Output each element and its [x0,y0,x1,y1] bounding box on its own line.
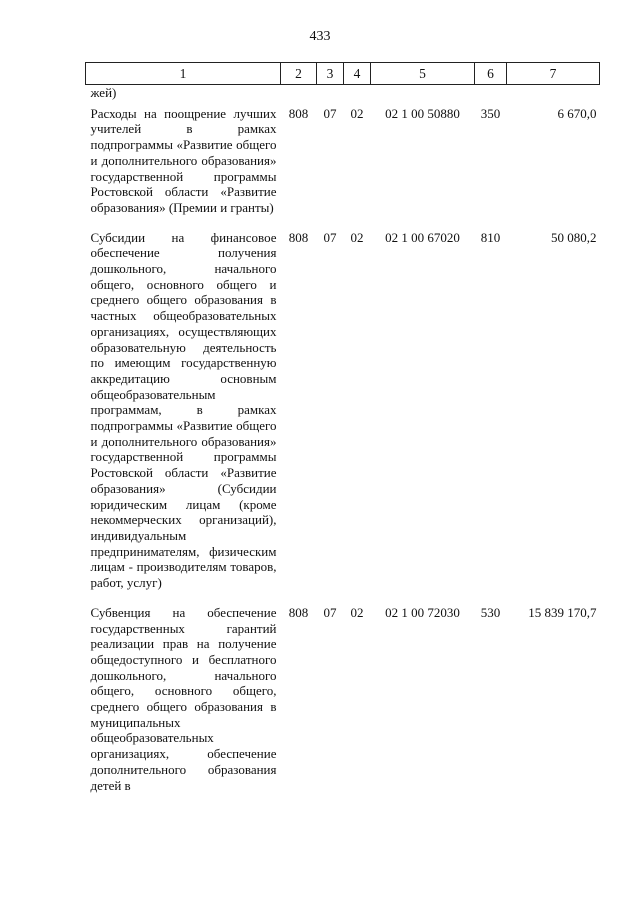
row-section-code: 07 [323,229,337,245]
row-description: Расходы на поощрение лучших учителей в рамках подпрограммы «Развитие общего и дополнительного образования» государственной программы Ростовской области «Развитие образования» (Премии и гранты) [90,105,277,215]
continuation-row [86,85,600,101]
row-section-code: 07 [323,105,337,121]
row-target-article: 02 1 00 67020 [385,229,460,245]
column-header: 7 [507,63,600,85]
row-section-code: 07 [323,604,337,620]
budget-table [85,62,600,793]
row-ministry-code: 808 [288,604,309,620]
table-row [86,230,600,591]
row-expense-type: 810 [480,229,501,245]
row-amount: 6 670,0 [557,105,597,121]
row-ministry-code: 808 [288,229,309,245]
column-header: 2 [281,63,317,85]
row-expense-type: 350 [480,105,501,121]
row-amount: 50 080,2 [551,229,597,245]
column-header: 6 [475,63,507,85]
table-row [86,605,600,793]
column-header: 3 [317,63,344,85]
page-number: 433 [309,29,331,44]
row-description: Субвенция на обеспечение государственных гарантий реализации прав на получение общедоступного и бесплатного дошкольного, начального общего, основного общего, среднего общего образования в муниципальных общеобразовательных организациях, обеспечение дополнительного образования детей в [90,604,277,793]
row-subsection-code: 02 [350,229,364,245]
row-target-article: 02 1 00 50880 [385,105,460,121]
row-target-article: 02 1 00 72030 [385,604,460,620]
row-subsection-code: 02 [350,105,364,121]
row-amount: 15 839 170,7 [528,604,597,620]
continuation-text: жей) [90,85,117,100]
column-header: 5 [371,63,475,85]
column-header: 1 [86,63,281,85]
row-expense-type: 530 [480,604,501,620]
column-header-row [86,63,600,85]
row-subsection-code: 02 [350,604,364,620]
column-header: 4 [344,63,371,85]
table-row [86,106,600,216]
row-ministry-code: 808 [288,105,309,121]
row-description: Субсидии на финансовое обеспечение получения дошкольного, начального общего, основного общего и среднего общего образования в частных общеобразовательных организациях, осуществляющих образовательную деятельность по имеющим государственную аккредитацию основным общеобразовательным программам, в рамках подпрограммы «Развитие общего и дополнительного образования» государственной программы Ростовской области «Развитие образования» (Субсидии юридическим лицам (кроме некоммерческих организаций), индивидуальным предпринимателям, физическим лицам - производителям товаров, работ, услуг) [90,229,277,591]
